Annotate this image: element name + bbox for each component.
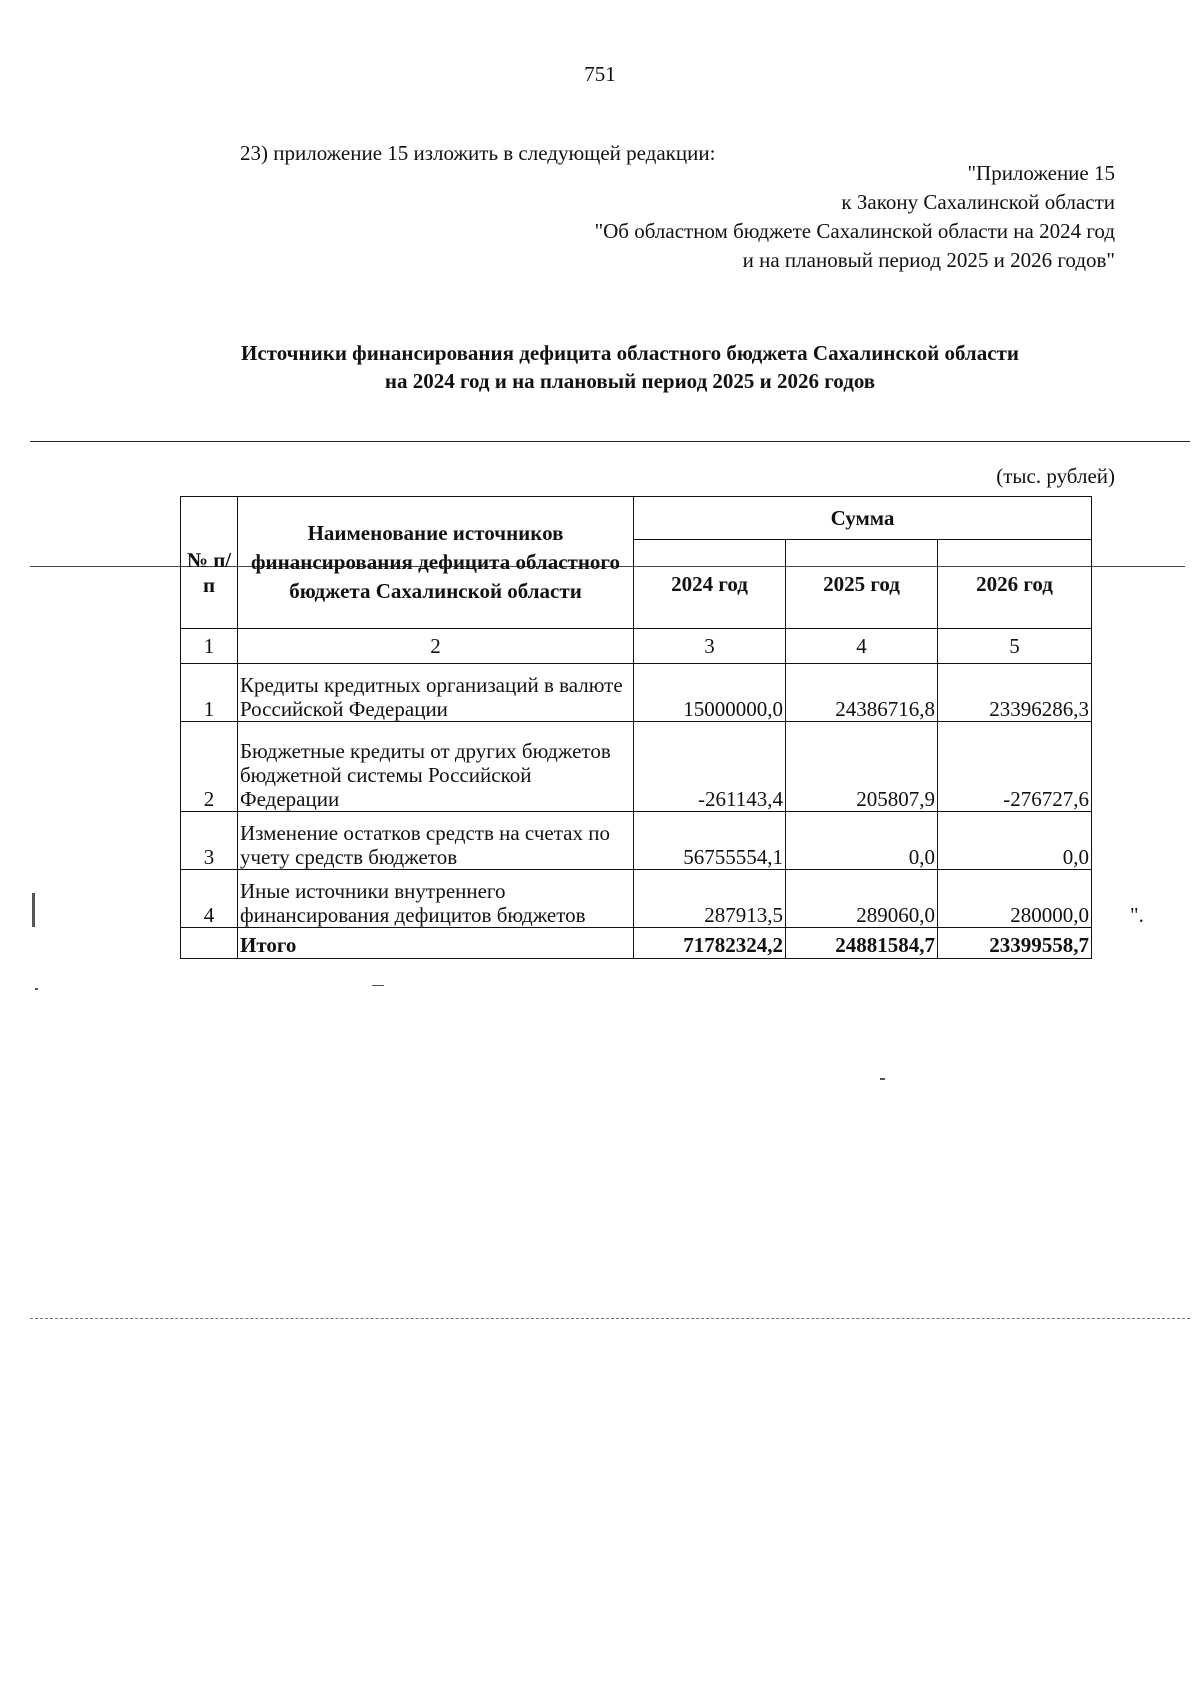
total-label: Итого	[238, 928, 634, 959]
appendix-line-4: и на плановый период 2025 и 2026 годов"	[742, 248, 1115, 272]
row-value-2026: -276727,6	[938, 722, 1092, 812]
instruction-text: 23) приложение 15 изложить в следующей редакции:	[240, 141, 716, 165]
table-row	[181, 722, 1092, 812]
sources-table	[180, 496, 1092, 959]
header-sum: Сумма	[634, 497, 1092, 540]
document-title	[150, 339, 1110, 395]
index-cell: 4	[786, 629, 938, 664]
title-line-1: Источники финансирования дефицита областного бюджета Сахалинской области	[241, 341, 1019, 365]
total-value-2024: 71782324,2	[634, 928, 786, 959]
row-number: 4	[181, 870, 238, 928]
row-name: Бюджетные кредиты от других бюджетов бюджетной системы Российской Федерации	[238, 722, 634, 812]
scan-speck	[35, 988, 38, 990]
units-label: (тыс. рублей)	[996, 464, 1115, 488]
table-row	[181, 870, 1092, 928]
row-value-2024: 287913,5	[634, 870, 786, 928]
row-name: Иные источники внутреннего финансирования дефицитов бюджетов	[238, 870, 634, 928]
total-value-2026: 23399558,7	[938, 928, 1092, 959]
row-value-2026: 23396286,3	[938, 664, 1092, 722]
index-cell: 2	[238, 629, 634, 664]
page-number: 751	[584, 62, 616, 86]
scan-speck	[372, 985, 384, 986]
appendix-line-1: "Приложение 15	[967, 161, 1115, 185]
row-value-2024: -261143,4	[634, 722, 786, 812]
row-value-2026: 0,0	[938, 812, 1092, 870]
row-name: Изменение остатков средств на счетах по учету средств бюджетов	[238, 812, 634, 870]
title-line-2: на 2024 год и на плановый период 2025 и 2026 годов	[384, 369, 876, 393]
index-row	[181, 629, 1092, 664]
header-year-2026: 2026 год	[938, 540, 1092, 629]
row-value-2026: 280000,0	[938, 870, 1092, 928]
header-name: Наименование источников финансирования дефицита областного бюджета Сахалинской области	[238, 497, 634, 629]
index-cell: 3	[634, 629, 786, 664]
row-value-2025: 24386716,8	[786, 664, 938, 722]
header-number: № п/п	[181, 497, 238, 629]
row-value-2025: 205807,9	[786, 722, 938, 812]
scan-speck	[880, 1078, 885, 1080]
scan-line-bottom	[30, 1318, 1190, 1319]
appendix-header	[595, 159, 1115, 275]
header-year-2024: 2024 год	[634, 540, 786, 629]
row-number: 2	[181, 722, 238, 812]
index-cell: 5	[938, 629, 1092, 664]
total-value-2025: 24881584,7	[786, 928, 938, 959]
header-year-2025: 2025 год	[786, 540, 938, 629]
row-value-2025: 0,0	[786, 812, 938, 870]
row-value-2025: 289060,0	[786, 870, 938, 928]
row-value-2024: 56755554,1	[634, 812, 786, 870]
row-number: 3	[181, 812, 238, 870]
row-number: 1	[181, 664, 238, 722]
appendix-line-2: к Закону Сахалинской области	[841, 190, 1115, 214]
divider-line	[30, 441, 1190, 442]
row-name: Кредиты кредитных организаций в валюте Российской Федерации	[238, 664, 634, 722]
appendix-line-3: "Об областном бюджете Сахалинской области на 2024 год	[594, 219, 1115, 243]
scan-mark	[32, 893, 35, 927]
row-value-2024: 15000000,0	[634, 664, 786, 722]
table-row	[181, 812, 1092, 870]
index-cell: 1	[181, 629, 238, 664]
closing-quote: ".	[1130, 903, 1144, 927]
table-row	[181, 664, 1092, 722]
total-row	[181, 928, 1092, 959]
total-number-cell	[181, 928, 238, 959]
